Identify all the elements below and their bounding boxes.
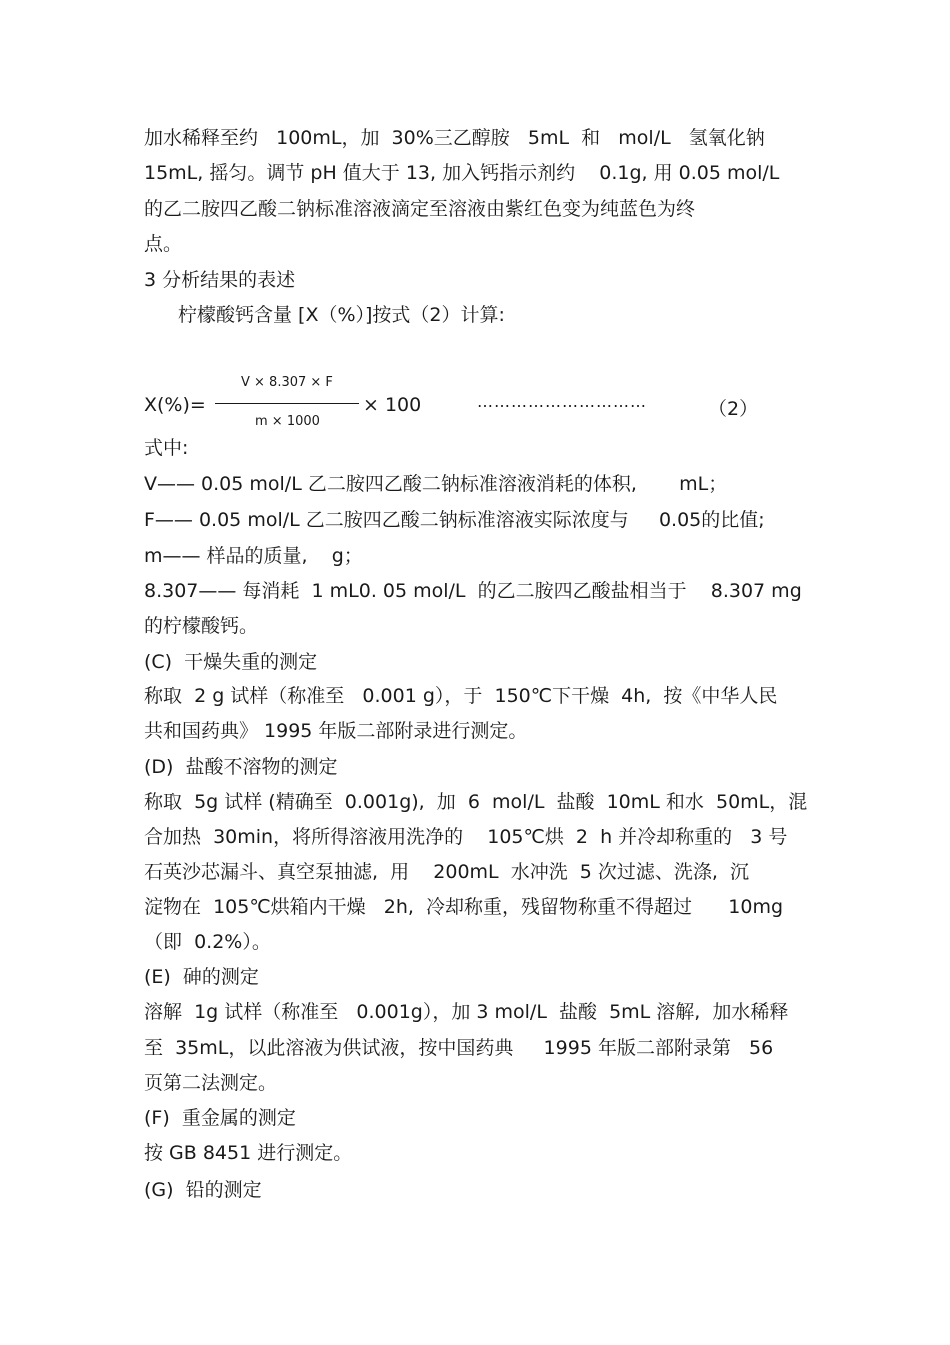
section-heading: (G) 铅的测定	[144, 1179, 262, 1201]
definition-line: 8.307—— 每消耗 1 mL0. 05 mol/L 的乙二胺四乙酸盐相当于 8.307 mg	[144, 580, 802, 602]
paragraph-line: 石英沙芯漏斗、真空泵抽滤, 用 200mL 水冲洗 5 次过滤、洗涤, 沉	[144, 861, 750, 883]
paragraph-line: 合加热 30min，将所得溶液用洗净的 105℃烘 2 h 并冷却称重的 3 号	[144, 826, 788, 848]
paragraph-line: 溶解 1g 试样（称准至 0.001g），加 3 mol/L 盐酸 5mL 溶解, 加水稀释	[144, 1001, 789, 1023]
paragraph-line: （即 0.2%）。	[144, 931, 271, 953]
formula-numerator: V × 8.307 × F	[241, 375, 333, 390]
formula-rhs: × 100	[363, 394, 422, 416]
paragraph-line: 按 GB 8451 进行测定。	[144, 1142, 353, 1164]
paragraph-line: 15mL, 摇匀。调节 pH 值大于 13, 加入钙指示剂约 0.1g, 用 0.05 mol/L	[144, 162, 780, 184]
section-heading: (D) 盐酸不溶物的测定	[144, 756, 338, 778]
paragraph-line: 称取 2 g 试样（称准至 0.001 g），于 150℃下干燥 4h, 按《中华人民	[144, 685, 778, 707]
definition-line: F—— 0.05 mol/L 乙二胺四乙酸二钠标准溶液实际浓度与 0.05的比值;	[144, 509, 765, 531]
fraction-bar	[215, 403, 359, 404]
formula-number: （2）	[708, 398, 759, 420]
paragraph-line: 页第二法测定。	[144, 1072, 278, 1094]
paragraph-line: 的乙二胺四乙酸二钠标准溶液滴定至溶液由紫红色变为纯蓝色为终	[144, 198, 696, 220]
definition-line: V—— 0.05 mol/L 乙二胺四乙酸二钠标准溶液消耗的体积, mL；	[144, 473, 728, 495]
definition-line: m—— 样品的质量, g；	[144, 545, 363, 567]
section-heading: 3 分析结果的表述	[144, 269, 296, 291]
section-heading: (E) 砷的测定	[144, 966, 259, 988]
paragraph-line: 点。	[144, 233, 183, 255]
paragraph-line: 式中:	[144, 437, 189, 459]
paragraph-line: 至 35mL，以此溶液为供试液，按中国药典 1995 年版二部附录第 56	[144, 1037, 774, 1059]
definition-line: 的柠檬酸钙。	[144, 615, 259, 637]
formula-denominator: m × 1000	[255, 414, 320, 429]
formula-leader-dots: …………………………	[477, 392, 647, 411]
paragraph-line: 称取 5g 试样 (精确至 0.001g), 加 6 mol/L 盐酸 10mL 和水 50mL，混	[144, 791, 808, 813]
paragraph-line: 加水稀释至约 100mL，加 30%三乙醇胺 5mL 和 mol/L 氢氧化钠	[144, 127, 765, 149]
section-heading: (C) 干燥失重的测定	[144, 651, 318, 673]
formula-intro: 柠檬酸钙含量 [X（%）]按式（2）计算:	[178, 304, 505, 326]
formula-lhs: X(%)=	[144, 394, 206, 416]
paragraph-line: 淀物在 105℃烘箱内干燥 2h, 冷却称重，残留物称重不得超过 10mg	[144, 896, 784, 918]
paragraph-line: 共和国药典》 1995 年版二部附录进行测定。	[144, 720, 528, 742]
section-heading: (F) 重金属的测定	[144, 1107, 296, 1129]
